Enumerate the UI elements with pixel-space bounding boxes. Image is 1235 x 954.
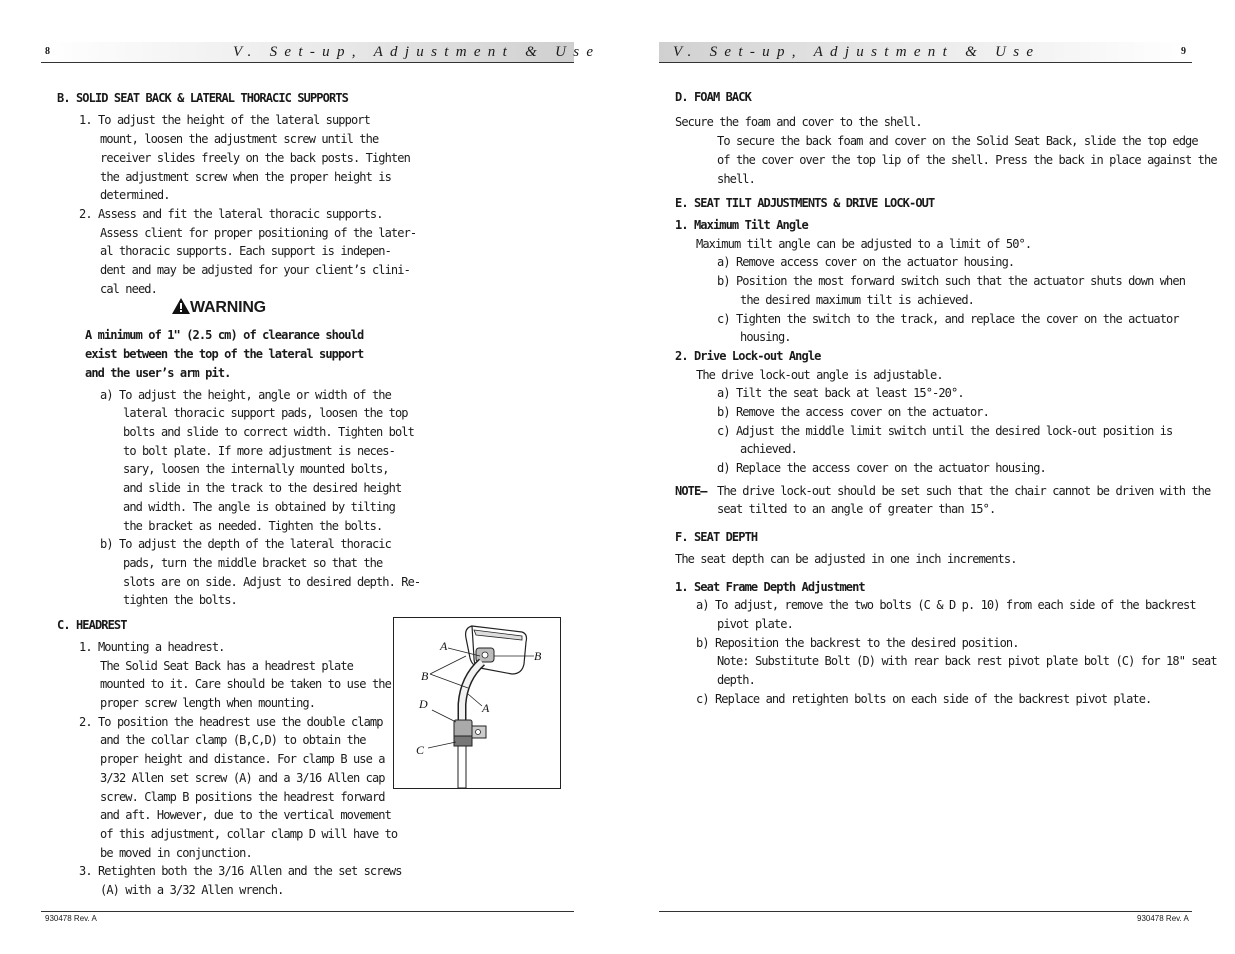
left-header-title: V. Set-up, Adjustment & Use [233, 44, 601, 60]
right-text-line: b) Reposition the backrest to the desired position. [696, 636, 1019, 650]
right-text-line: The drive lock-out angle is adjustable. [696, 368, 943, 382]
left-text-line: The Solid Seat Back has a headrest plate [100, 659, 353, 673]
left-text-line: B. SOLID SEAT BACK & LATERAL THORACIC SUPPORTS [57, 91, 348, 105]
left-text-line: b) To adjust the depth of the lateral thoracic [100, 537, 391, 551]
warning-triangle-icon [172, 298, 190, 314]
warning-label: WARNING [190, 299, 266, 316]
left-text-line: sary, loosen the internally mounted bolts, [123, 462, 389, 476]
left-text-line: A minimum of 1" (2.5 cm) of clearance should [85, 328, 364, 342]
right-text-line: To secure the back foam and cover on the Solid Seat Back, slide the top edge [717, 134, 1198, 148]
right-text-line: the desired maximum tilt is achieved. [740, 293, 975, 307]
right-text-line: F. SEAT DEPTH [675, 530, 758, 544]
left-text-line: the bracket as needed. Tighten the bolts. [123, 519, 383, 533]
left-text-line: 2. Assess and fit the lateral thoracic supports. [79, 207, 383, 221]
left-text-line: (A) with a 3/32 Allen wrench. [100, 883, 284, 897]
right-text-line: c) Tighten the switch to the track, and replace the cover on the actuator [717, 312, 1179, 326]
right-footer-text: 930478 Rev. A [1137, 914, 1189, 923]
left-text-line: dent and may be adjusted for your client’s clini- [100, 263, 410, 277]
figure-label: A [482, 701, 490, 715]
left-text-line: 3/32 Allen set screw (A) and a 3/16 Allen cap [100, 771, 385, 785]
right-text-line: achieved. [740, 442, 797, 456]
right-text-line: b) Remove the access cover on the actuator. [717, 405, 989, 419]
right-text-line: seat tilted to an angle of greater than 15°. [717, 502, 996, 516]
figure-label: D [419, 697, 428, 711]
right-text-line: a) To adjust, remove the two bolts (C & D p. 10) from each side of the backrest [696, 598, 1196, 612]
left-text-line: 3. Retighten both the 3/16 Allen and the set screws [79, 864, 402, 878]
left-text-line: al thoracic supports. Each support is indepen- [100, 244, 391, 258]
left-text-line: bolts and slide to correct width. Tighten bolt [123, 425, 414, 439]
right-text-line: depth. [717, 673, 755, 687]
left-page-number: 8 [45, 46, 50, 57]
right-text-line: a) Remove access cover on the actuator housing. [717, 255, 1015, 269]
left-text-line: of this adjustment, collar clamp D will have to [100, 827, 398, 841]
left-text-line: proper height and distance. For clamp B use a [100, 752, 385, 766]
warning-heading [172, 298, 266, 317]
right-text-line: The drive lock-out should be set such that the chair cannot be driven with the [717, 484, 1211, 498]
left-text-line: lateral thoracic support pads, loosen the top [123, 406, 408, 420]
figure-label: B [421, 669, 429, 683]
left-text-line: 2. To position the headrest use the double clamp [79, 715, 383, 729]
left-text-line: receiver slides freely on the back posts. Tighten [100, 151, 410, 165]
left-text-line: and width. The angle is obtained by tilting [123, 500, 395, 514]
left-text-line: tighten the bolts. [123, 593, 237, 607]
left-text-line: slots are on side. Adjust to desired depth. Re- [123, 575, 421, 589]
right-text-line: 1. Maximum Tilt Angle [675, 218, 808, 232]
right-text-line: a) Tilt the seat back at least 15°-20°. [717, 386, 964, 400]
left-text-line: to bolt plate. If more adjustment is neces- [123, 444, 395, 458]
right-text-line: The seat depth can be adjusted in one inch increments. [675, 552, 1017, 566]
left-text-line: determined. [100, 188, 170, 202]
left-footer-text: 930478 Rev. A [45, 914, 97, 923]
right-text-line: shell. [717, 172, 755, 186]
figure-label: B [534, 649, 542, 663]
right-page-number: 9 [1181, 46, 1186, 57]
right-text-line: 1. Seat Frame Depth Adjustment [675, 580, 865, 594]
left-text-line: 1. Mounting a headrest. [79, 640, 225, 654]
left-text-line: screw. Clamp B positions the headrest forward [100, 790, 385, 804]
left-text-line: and the collar clamp (B,C,D) to obtain the [100, 733, 366, 747]
left-text-line: exist between the top of the lateral support [85, 347, 364, 361]
right-text-line: c) Adjust the middle limit switch until the desired lock-out position is [717, 424, 1173, 438]
right-text-line: d) Replace the access cover on the actuator housing. [717, 461, 1046, 475]
left-text-line: 1. To adjust the height of the lateral support [79, 113, 370, 127]
headrest-diagram [394, 618, 560, 788]
right-text-line: Maximum tilt angle can be adjusted to a limit of 50°. [696, 237, 1032, 251]
left-text-line: and slide in the track to the desired height [123, 481, 402, 495]
right-text-line: c) Replace and retighten bolts on each side of the backrest pivot plate. [696, 692, 1152, 706]
left-text-line: a) To adjust the height, angle or width of the [100, 388, 391, 402]
figure-label: A [440, 639, 448, 653]
right-text-line: housing. [740, 330, 791, 344]
figure-label: C [416, 743, 425, 757]
left-text-line: Assess client for proper positioning of the later- [100, 226, 417, 240]
left-text-line: the adjustment screw when the proper height is [100, 170, 391, 184]
right-text-line: pivot plate. [717, 617, 793, 631]
right-text-line: Note: Substitute Bolt (D) with rear back rest pivot plate bolt (C) for 18" seat [717, 654, 1217, 668]
right-text-line: E. SEAT TILT ADJUSTMENTS & DRIVE LOCK-OUT [675, 196, 935, 210]
right-text-line: of the cover over the top lip of the shell. Press the back in place against the [717, 153, 1217, 167]
left-text-line: pads, turn the middle bracket so that the [123, 556, 383, 570]
headrest-figure [393, 617, 561, 789]
left-text-line: proper screw length when mounting. [100, 696, 316, 710]
right-text-line: 2. Drive Lock-out Angle [675, 349, 821, 363]
right-text-line: NOTE– [675, 484, 707, 498]
left-text-line: and aft. However, due to the vertical movement [100, 808, 391, 822]
right-text-line: Secure the foam and cover to the shell. [675, 115, 922, 129]
left-text-line: be moved in conjunction. [100, 846, 252, 860]
left-footer-rule [41, 911, 574, 912]
left-text-line: cal need. [100, 282, 157, 296]
left-text-line: mount, loosen the adjustment screw until the [100, 132, 379, 146]
left-text-line: and the user’s arm pit. [85, 366, 231, 380]
right-footer-rule [659, 911, 1192, 912]
left-text-line: mounted to it. Care should be taken to use the [100, 677, 391, 691]
right-text-line: D. FOAM BACK [675, 90, 751, 104]
right-header-title: V. Set-up, Adjustment & Use [673, 44, 1041, 60]
right-text-line: b) Position the most forward switch such that the actuator shuts down when [717, 274, 1186, 288]
left-text-line: C. HEADREST [57, 618, 127, 632]
